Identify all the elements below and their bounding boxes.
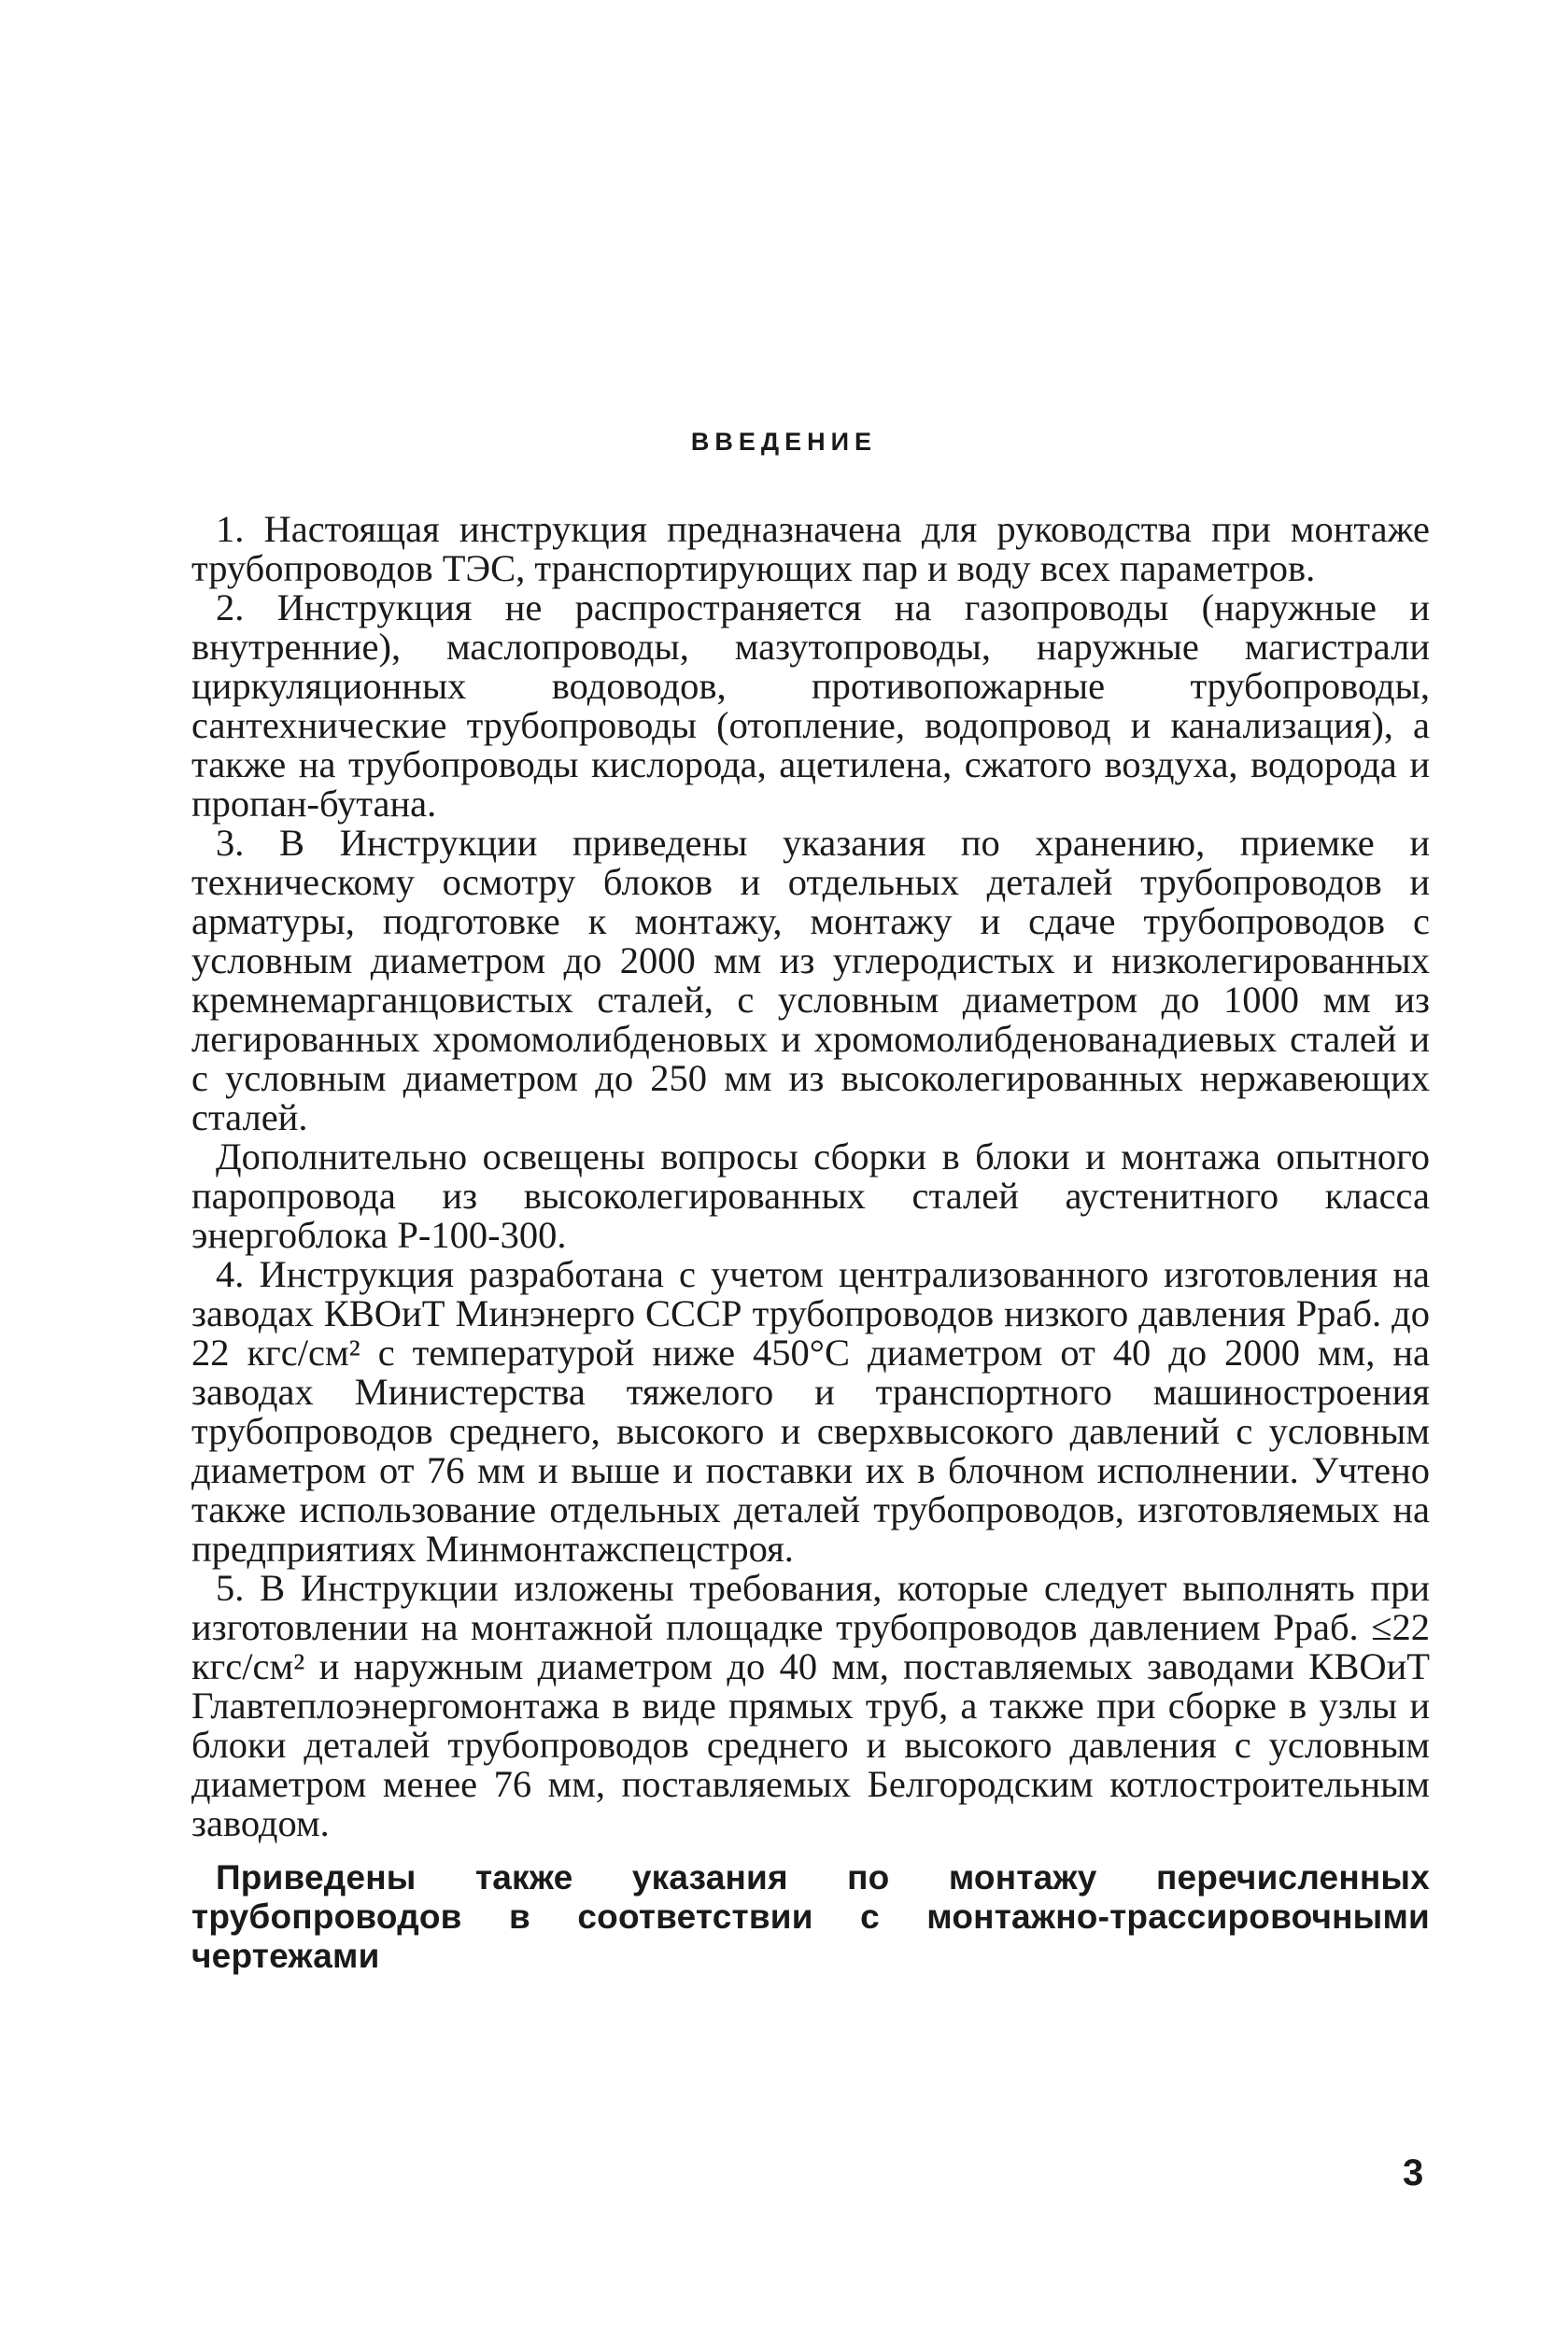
- paragraph-4: 4. Инструкция разработана с учетом централизованного изготовления на заводах КВОиТ Минэнерго СССР трубопроводов низкого давления Pраб. до 22 кгс/см² с температурой ниже 450°С диаметром от 40 до 2000 мм, на заводах Министерства тяжелого и транспортного машиностроения трубопроводов среднего, высокого и сверхвысокого давлений с условным диаметром от 76 мм и выше и поставки их в блочном исполнении. Учтено также использование отдельных деталей трубопроводов, изготовляемых на предприятиях Минмонтажспецстроя.: [191, 1253, 1430, 1570]
- page-number: 3: [1403, 2152, 1424, 2193]
- paragraph-3-addendum: Дополнительно освещены вопросы сборки в блоки и монтажа опытного паропровода из высоколегированных сталей аустенитного класса энергоблока Р-100-300.: [191, 1135, 1430, 1256]
- body-text: [191, 510, 1430, 1976]
- paragraph-1: 1. Настоящая инструкция предназначена для руководства при монтаже трубопроводов ТЭС, транспортирующих пар и воду всех параметров.: [191, 508, 1430, 589]
- section-heading: ВВЕДЕНИЕ: [690, 428, 878, 456]
- paragraph-5: 5. В Инструкции изложены требования, которые следует выполнять при изготовлении на монтажной площадке трубопроводов давлением Pраб. ≤22 кгс/см² и наружным диаметром до 40 мм, поставляемых заводами КВОиТ Главтеплоэнергомонтажа в виде прямых труб, а также при сборке в узлы и блоки деталей трубопроводов среднего и высокого давления с условным диаметром менее 76 мм, поставляемых Белгородским котлостроительным заводом.: [191, 1567, 1430, 1844]
- paragraph-2: 2. Инструкция не распространяется на газопроводы (наружные и внутренние), маслопроводы, мазутопроводы, наружные магистрали циркуляционных водоводов, противопожарные трубопроводы, сантехнические трубопроводы (отопление, водопровод и канализация), а также на трубопроводы кислорода, ацетилена, сжатого воздуха, водорода и пропан-бутана.: [191, 586, 1430, 825]
- paragraph-closing: Приведены также указания по монтажу перечисленных трубопроводов в соответствии с монтажно-трассировочными чертежами: [191, 1858, 1430, 1975]
- paragraph-3: 3. В Инструкции приведены указания по хранению, приемке и техническому осмотру блоков и отдельных деталей трубопроводов и арматуры, подготовке к монтажу, монтажу и сдаче трубопроводов с условным диаметром до 2000 мм из углеродистых и низколегированных кремнемарганцовистых сталей, с условным диаметром до 1000 мм из легированных хромомолибденовых и хромомолибденованадиевых сталей и с условным диаметром до 250 мм из высоколегированных нержавеющих сталей.: [191, 822, 1430, 1138]
